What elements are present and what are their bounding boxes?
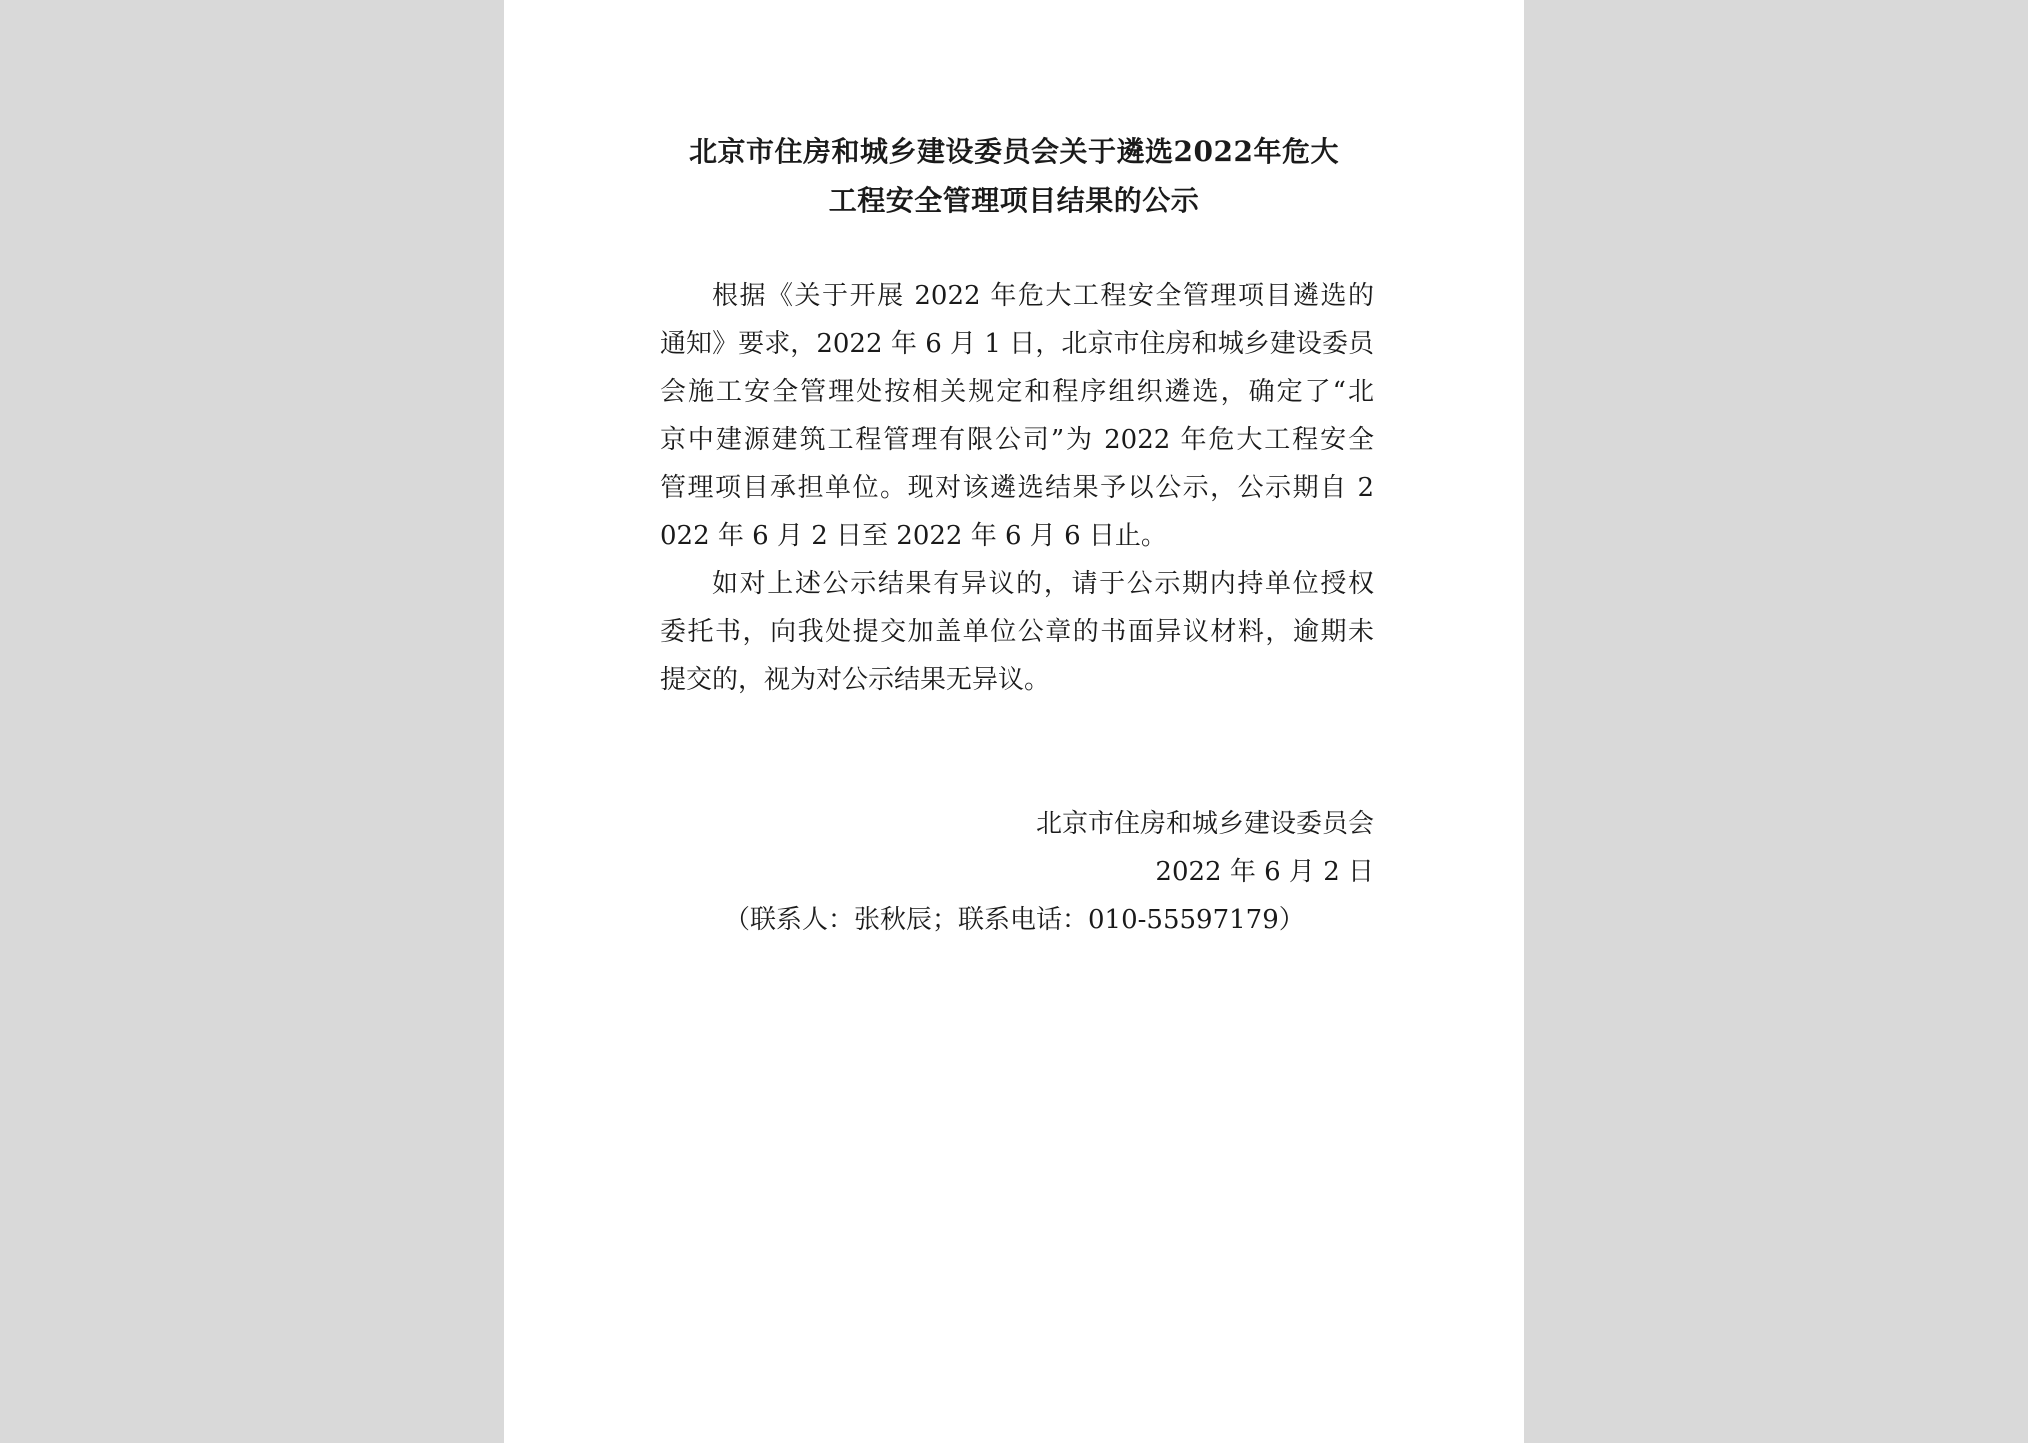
document-title-line-2: 工程安全管理项目结果的公示 bbox=[828, 184, 1200, 217]
paragraph-1-line-6: 022 年 6 月 2 日至 2022 年 6 月 6 日止。 bbox=[660, 521, 1167, 551]
paragraph-2-line-2: 委托书，向我处提交加盖单位公章的书面异议材料，逾期未 bbox=[660, 617, 1374, 647]
paragraph-2-line-3: 提交的，视为对公示结果无异议。 bbox=[660, 665, 1051, 695]
paragraph-1-line-4: 京中建源建筑工程管理有限公司”为 2022 年危大工程安全 bbox=[660, 425, 1374, 455]
contact-info: （联系人：张秋辰；联系电话：010-55597179） bbox=[724, 905, 1305, 935]
paragraph-1-line-1: 根据《关于开展 2022 年危大工程安全管理项目遴选的 bbox=[712, 281, 1374, 311]
paragraph-1-line-2: 通知》要求，2022 年 6 月 1 日，北京市住房和城乡建设委员 bbox=[660, 329, 1374, 359]
paragraph-1-line-3: 会施工安全管理处按相关规定和程序组织遴选，确定了“北 bbox=[660, 377, 1374, 407]
paragraph-2-line-1: 如对上述公示结果有异议的，请于公示期内持单位授权 bbox=[712, 569, 1374, 599]
paragraph-1-line-5: 管理项目承担单位。现对该遴选结果予以公示，公示期自 2 bbox=[660, 473, 1374, 503]
signature-organization: 北京市住房和城乡建设委员会 bbox=[1035, 809, 1374, 839]
document-page bbox=[504, 0, 1524, 1443]
signature-date: 2022 年 6 月 2 日 bbox=[1155, 857, 1374, 887]
document-title-line-1: 北京市住房和城乡建设委员会关于遴选2022年危大 bbox=[689, 135, 1339, 168]
